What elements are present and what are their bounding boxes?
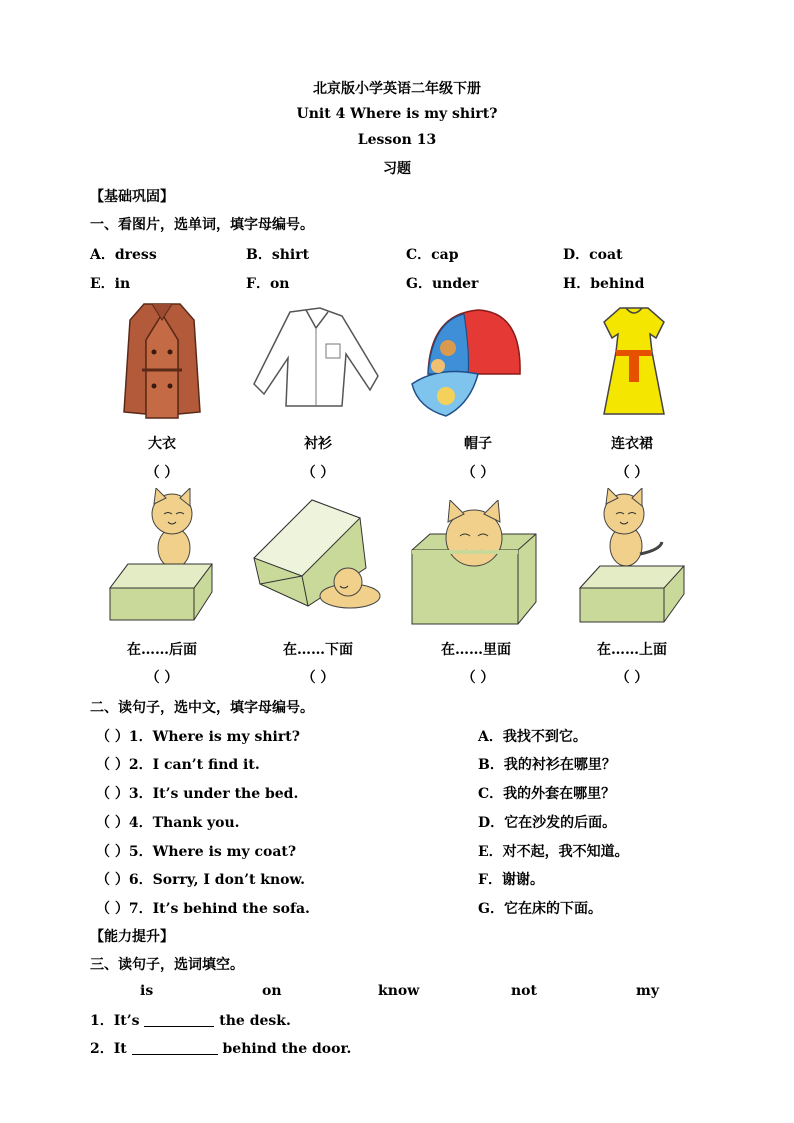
option-f: F．on xyxy=(246,276,290,292)
answer-option-d: D．它在沙发的后面。 xyxy=(478,815,617,831)
answer-blank-dress[interactable]: （ ） xyxy=(615,465,649,481)
word-bank-is: is xyxy=(140,983,154,999)
label-cap: 帽子 xyxy=(464,436,492,452)
q2-after: behind the door. xyxy=(222,1041,352,1057)
answer-option-b: B．我的衬衫在哪里？ xyxy=(478,757,616,773)
lesson-title: Lesson 13 xyxy=(357,132,437,148)
shirt-image xyxy=(250,306,386,410)
word-bank-on: on xyxy=(262,983,282,999)
sentence-6[interactable]: （ ）6．Sorry, I don’t know. xyxy=(96,872,306,888)
section-basic-heading: 【基础巩固】 xyxy=(90,189,174,205)
word-bank-my: my xyxy=(636,983,659,999)
q1-before: 1．It’s xyxy=(90,1013,140,1029)
option-c: C．cap xyxy=(406,247,459,263)
fill-question-1 xyxy=(90,1010,291,1030)
cat-in-box-image xyxy=(410,500,538,626)
sentence-3[interactable]: （ ）3．It’s under the bed. xyxy=(96,786,299,802)
cat-under-box-image xyxy=(252,498,382,612)
section-improve-heading: 【能力提升】 xyxy=(90,929,174,945)
option-d: D．coat xyxy=(563,247,623,263)
answer-option-f: F．谢谢。 xyxy=(478,872,544,888)
answer-blank-under[interactable]: （ ） xyxy=(301,670,335,686)
part2-instruction: 二、读句子，选中文，填字母编号。 xyxy=(90,700,314,716)
part1-instruction: 一、看图片，选单词，填字母编号。 xyxy=(90,217,314,233)
answer-option-a: A．我找不到它。 xyxy=(478,729,587,745)
q1-blank[interactable] xyxy=(144,1012,214,1027)
sentence-5[interactable]: （ ）5．Where is my coat? xyxy=(96,844,297,860)
answer-blank-on[interactable]: （ ） xyxy=(615,670,649,686)
label-coat: 大衣 xyxy=(148,436,176,452)
unit-title: Unit 4 Where is my shirt? xyxy=(296,106,498,122)
q2-before: 2．It xyxy=(90,1041,127,1057)
option-e: E．in xyxy=(90,276,131,292)
label-on: 在……上面 xyxy=(597,642,667,658)
dress-image xyxy=(598,304,670,418)
answer-blank-coat[interactable]: （ ） xyxy=(145,465,179,481)
sentence-2[interactable]: （ ）2．I can’t find it. xyxy=(96,757,260,773)
cat-on-box-image xyxy=(578,488,688,628)
q2-blank[interactable] xyxy=(132,1040,218,1055)
fill-question-2 xyxy=(90,1038,351,1058)
label-behind: 在……后面 xyxy=(127,642,197,658)
answer-option-g: G．它在床的下面。 xyxy=(478,901,602,917)
option-a: A．dress xyxy=(90,247,157,263)
answer-option-e: E．对不起，我不知道。 xyxy=(478,844,629,860)
option-b: B．shirt xyxy=(246,247,310,263)
label-shirt: 衬衫 xyxy=(304,436,332,452)
answer-blank-cap[interactable]: （ ） xyxy=(461,465,495,481)
sentence-4[interactable]: （ ）4．Thank you. xyxy=(96,815,240,831)
cap-image xyxy=(408,304,524,418)
cat-behind-box-image xyxy=(108,488,216,626)
q1-after: the desk. xyxy=(219,1013,291,1029)
part3-instruction: 三、读句子，选词填空。 xyxy=(90,957,244,973)
answer-option-c: C．我的外套在哪里？ xyxy=(478,786,616,802)
worksheet-title: 北京版小学英语二年级下册 xyxy=(313,81,481,97)
word-bank-not: not xyxy=(511,983,537,999)
answer-blank-behind[interactable]: （ ） xyxy=(145,670,179,686)
label-in: 在……里面 xyxy=(441,642,511,658)
option-h: H．behind xyxy=(563,276,645,292)
option-g: G．under xyxy=(406,276,479,292)
sentence-1[interactable]: （ ）1．Where is my shirt? xyxy=(96,729,300,745)
sentence-7[interactable]: （ ）7．It’s behind the sofa. xyxy=(96,901,310,917)
coat-image xyxy=(122,300,202,422)
label-under: 在……下面 xyxy=(283,642,353,658)
word-bank-know: know xyxy=(378,983,420,999)
answer-blank-shirt[interactable]: （ ） xyxy=(301,465,335,481)
label-dress: 连衣裙 xyxy=(611,436,653,452)
exercise-title: 习题 xyxy=(383,161,411,177)
answer-blank-in[interactable]: （ ） xyxy=(461,670,495,686)
